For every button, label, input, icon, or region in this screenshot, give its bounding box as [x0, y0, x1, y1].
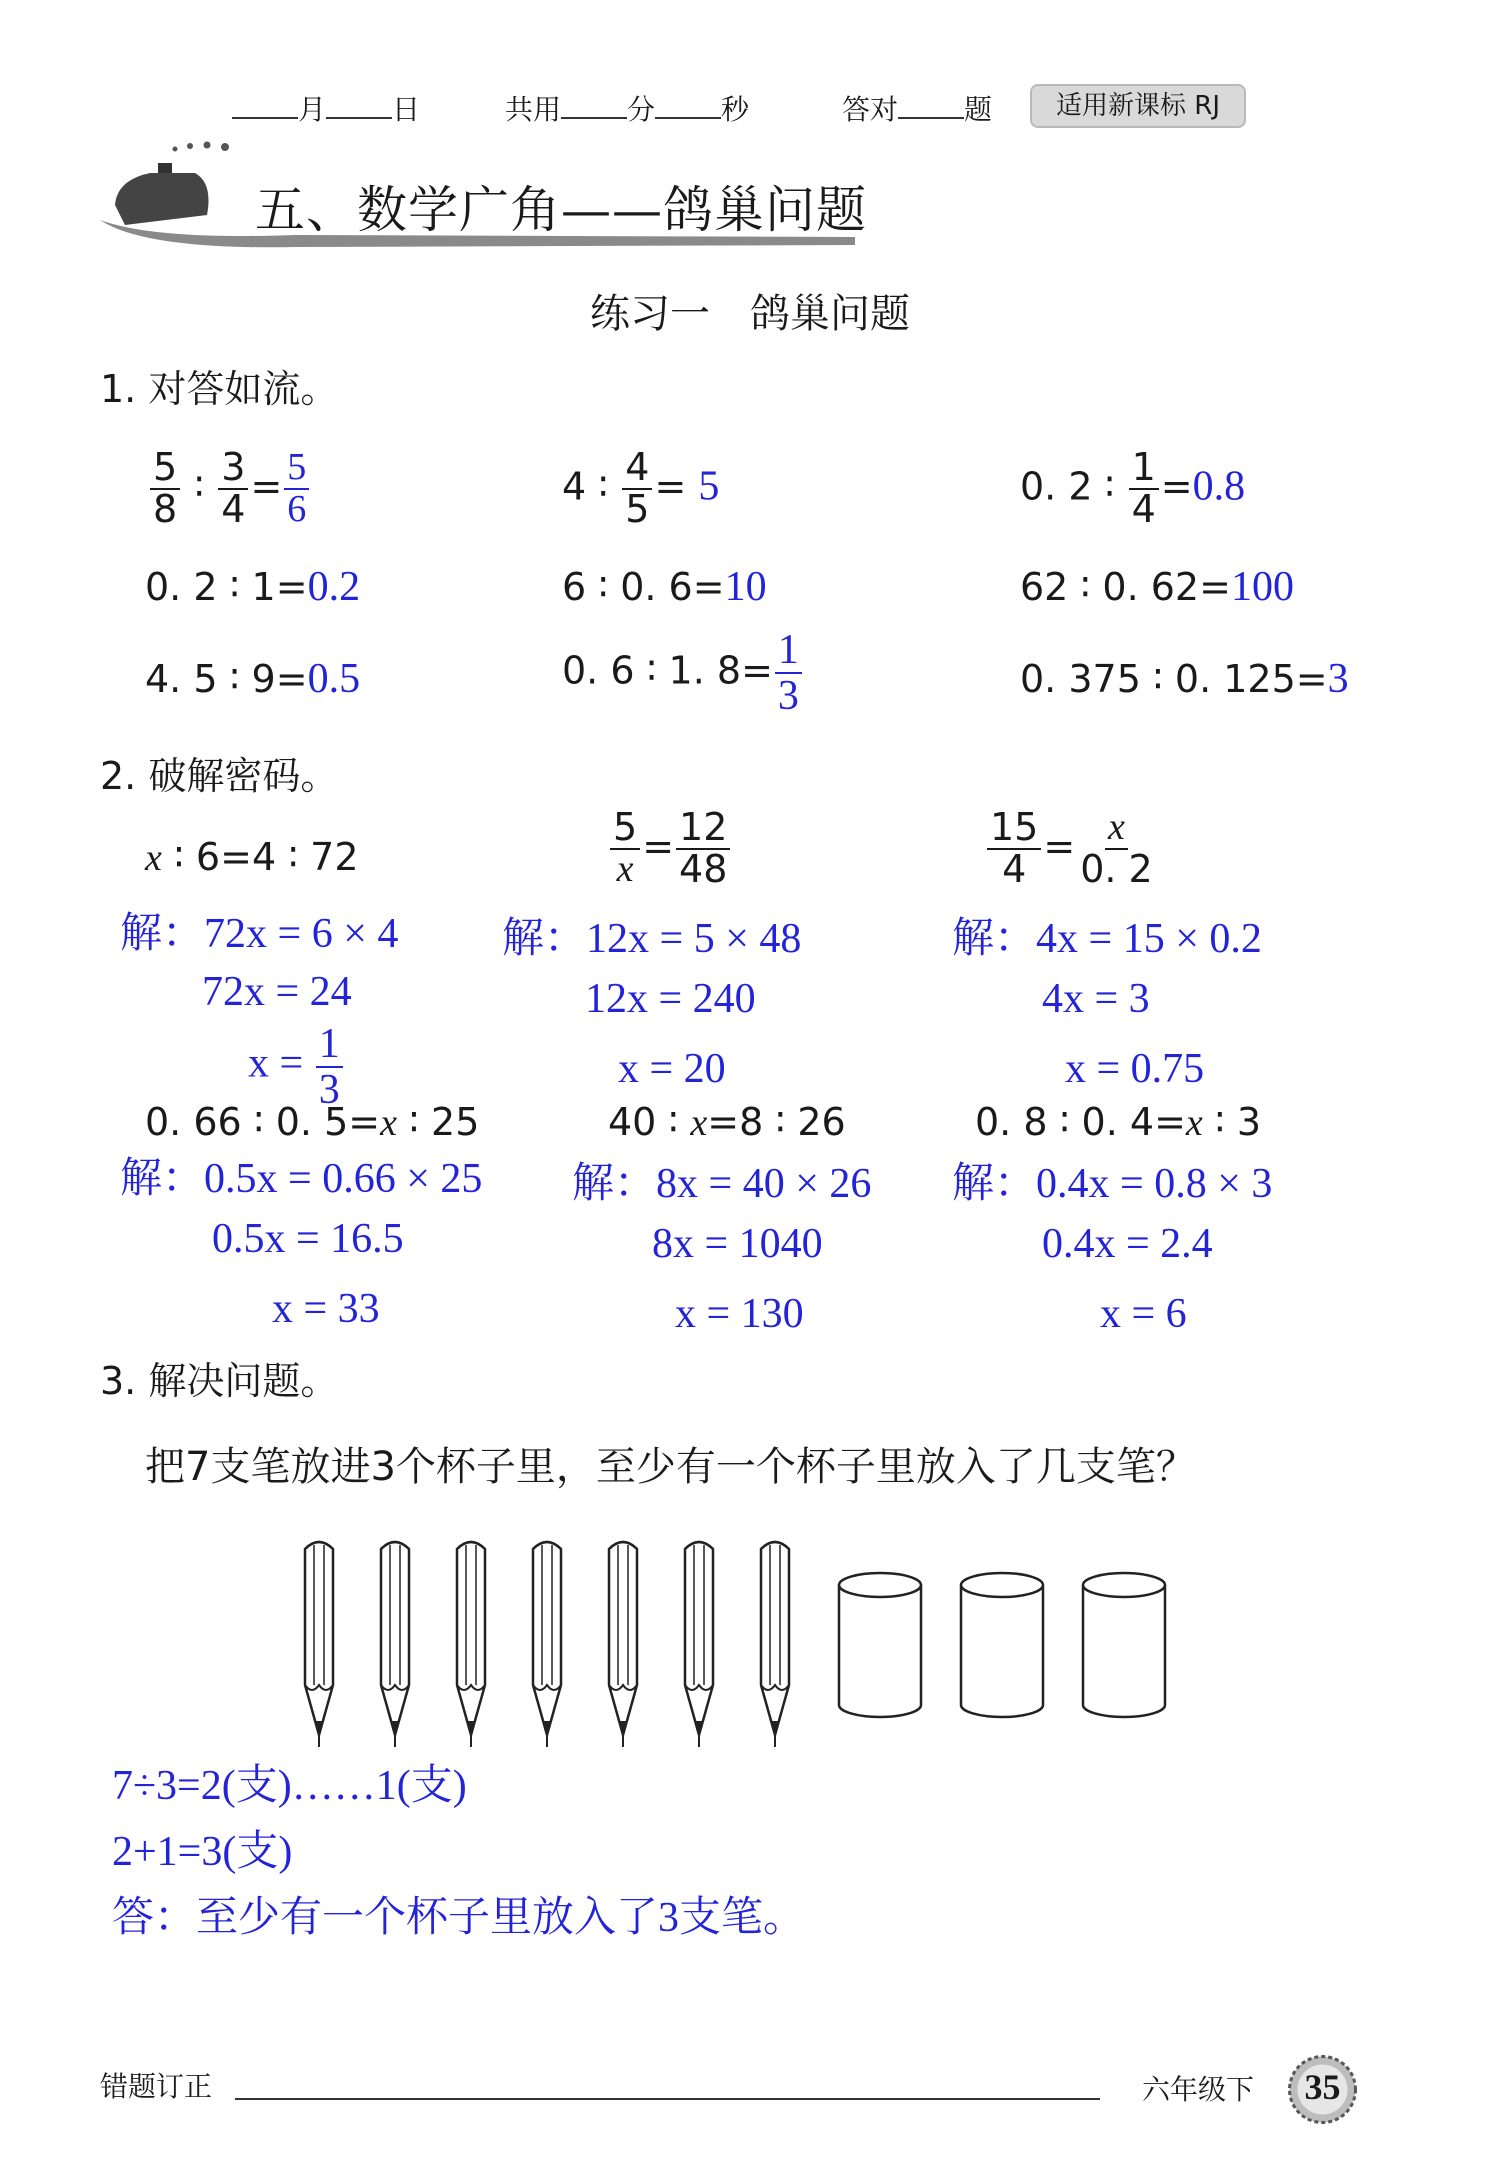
- solve-label: 解：: [572, 1161, 657, 1207]
- q2-p4-step3: x = 33: [272, 1286, 380, 1332]
- q2-problem-2: [608, 805, 732, 891]
- q2-p6-step1: [952, 1150, 1272, 1210]
- grade-label: 六年级下: [1142, 2073, 1255, 2106]
- answer-fraction: $\frac{1}{3}$: [775, 628, 802, 718]
- q2-p6-step2: 0.4x = 2.4: [1042, 1221, 1213, 1267]
- q2-p5-step3: x = 130: [675, 1291, 804, 1337]
- expression-right: ∶ 25: [396, 1100, 480, 1144]
- q1-item-5: [562, 563, 767, 611]
- expression: 0. 375 ∶ 0. 125=: [1020, 657, 1328, 701]
- answer: 5: [698, 463, 720, 510]
- solve-label: 解：: [952, 916, 1037, 962]
- q3-answer: 答：至少有一个杯子里放入了3支笔。: [112, 1895, 806, 1941]
- answer: 3: [1327, 656, 1349, 702]
- expression: 0. 6 ∶ 1. 8=: [562, 648, 773, 693]
- expression-left: 4 ∶: [562, 464, 609, 509]
- seconds-label: 秒: [721, 93, 750, 126]
- equals-sign: =: [1160, 464, 1193, 509]
- correction-label: 错题订正: [100, 2070, 213, 2103]
- answer-fraction: $\frac{5}{6}$: [284, 448, 309, 530]
- q2-p4-step1: [120, 1145, 482, 1205]
- solve-label: 解：: [952, 1161, 1037, 1207]
- pencil-icon: [685, 1542, 713, 1747]
- cup-icon: [839, 1573, 921, 1717]
- q2-p1-step3: [248, 1022, 345, 1112]
- section-title: 练习一 鸽巢问题: [590, 291, 910, 337]
- q2-p3-step1: [952, 905, 1262, 965]
- answer: 0.2: [307, 564, 361, 610]
- answer: 100: [1230, 564, 1294, 610]
- equation: 0.4x = 0.8 × 3: [1036, 1161, 1273, 1207]
- q2-problem-3: [985, 805, 1158, 891]
- pencil-icon: [381, 1542, 409, 1747]
- solve-label: 解：: [120, 1156, 205, 1202]
- score-line: [842, 88, 992, 128]
- pencils-and-cups: [290, 1535, 1190, 1755]
- fraction: $\frac{5}{x}$: [610, 808, 640, 890]
- pencil-icon: [761, 1542, 789, 1747]
- solve-label: 解：: [502, 916, 587, 962]
- illustration-svg: [290, 1535, 1190, 1755]
- q2-p2-step2: 12x = 240: [585, 976, 756, 1022]
- correction-line[interactable]: [235, 2098, 1100, 2100]
- expression-left: 0. 8 ∶ 0. 4=: [975, 1100, 1186, 1144]
- q1-item-1: [148, 445, 311, 531]
- variable: x: [380, 1102, 397, 1144]
- q2-problem-5: [608, 1100, 846, 1145]
- cup-icon: [961, 1573, 1043, 1717]
- fraction: $\frac{4}{5}$: [622, 448, 652, 530]
- expression-left: 40 ∶: [608, 1100, 691, 1144]
- expression-left: 0. 2 ∶: [1020, 464, 1115, 509]
- expression: 62 ∶ 0. 62=: [1020, 565, 1231, 609]
- pencil-icon: [457, 1542, 485, 1747]
- answer: 0.8: [1192, 463, 1246, 510]
- pencil-icon: [533, 1542, 561, 1747]
- q2-p3-step2: 4x = 3: [1042, 976, 1150, 1022]
- equation: 8x = 40 × 26: [656, 1161, 872, 1207]
- q2-heading: 2. 破解密码。: [100, 754, 339, 798]
- q1-item-4: [145, 563, 360, 611]
- q1-item-2: [562, 445, 720, 531]
- equals-sign: =: [642, 824, 675, 869]
- q2-p1-step2: 72x = 24: [202, 969, 352, 1015]
- expression: 6 ∶ 0. 6=: [562, 565, 725, 609]
- pencil-icon: [609, 1542, 637, 1747]
- q2-problem-1: [145, 835, 359, 880]
- q2-p6-step3: x = 6: [1100, 1291, 1187, 1337]
- expression-right: ∶ 3: [1202, 1100, 1262, 1144]
- q2-p1-step1: [120, 900, 398, 960]
- q3-line1: 7÷3=2(支)……1(支): [112, 1763, 467, 1809]
- q1-item-6: [1020, 563, 1294, 611]
- expression-right: =8 ∶ 26: [707, 1100, 846, 1144]
- seconds-blank[interactable]: [655, 91, 721, 119]
- day-blank[interactable]: [326, 91, 392, 119]
- equation: 4x = 15 × 0.2: [1036, 916, 1262, 962]
- q2-p5-step2: 8x = 1040: [652, 1221, 823, 1267]
- fraction: $\frac{3}{4}$: [218, 448, 248, 530]
- fraction: $\frac{15}{4}$: [987, 808, 1041, 890]
- q1-item-9: [1020, 655, 1349, 703]
- fraction: $\frac{5}{8}$: [150, 448, 180, 530]
- curriculum-badge: 适用新课标 RJ: [1030, 84, 1246, 128]
- correct-label: 答对: [842, 93, 899, 126]
- q1-heading: 1. 对答如流。: [100, 367, 339, 411]
- q1-item-3: [1020, 445, 1246, 531]
- q1-item-7: [145, 655, 360, 703]
- equation: 0.5x = 0.66 × 25: [204, 1156, 483, 1202]
- q2-problem-6: [975, 1100, 1261, 1145]
- correct-blank[interactable]: [898, 91, 964, 119]
- variable: x: [145, 837, 162, 879]
- expression: 0. 2 ∶ 1=: [145, 565, 308, 609]
- equation: 12x = 5 × 48: [586, 916, 802, 962]
- q2-problem-4: [145, 1100, 479, 1145]
- q3-line2: 2+1=3(支): [112, 1829, 293, 1875]
- fraction: $\frac{12}{48}$: [676, 808, 730, 890]
- minutes-blank[interactable]: [561, 91, 627, 119]
- solve-label: 解：: [120, 911, 205, 957]
- q2-p2-step3: x = 20: [618, 1046, 726, 1092]
- q3-heading: 3. 解决问题。: [100, 1359, 339, 1403]
- month-blank[interactable]: [232, 91, 298, 119]
- day-label: 日: [392, 93, 421, 126]
- total-used-label: 共用: [505, 93, 562, 126]
- equation: x =: [248, 1040, 314, 1087]
- time-line: [505, 88, 749, 128]
- questions-label: 题: [964, 93, 993, 126]
- q2-p4-step2: 0.5x = 16.5: [212, 1216, 404, 1262]
- expression: 4. 5 ∶ 9=: [145, 657, 308, 701]
- cup-icon: [1083, 1573, 1165, 1717]
- q2-p3-step3: x = 0.75: [1065, 1046, 1205, 1092]
- date-line: [232, 88, 420, 128]
- variable: x: [1185, 1102, 1203, 1144]
- equals-sign: =: [1043, 824, 1076, 869]
- page-number: 35: [1304, 2067, 1341, 2107]
- variable: x: [690, 1102, 708, 1144]
- ratio-sign: ∶: [194, 464, 205, 509]
- expression-left: 0. 66 ∶ 0. 5=: [145, 1100, 381, 1144]
- fraction: $\frac{1}{4}$: [1129, 448, 1159, 530]
- answer: 0.5: [307, 656, 361, 702]
- page-number-badge: [1285, 2052, 1360, 2127]
- chapter-title: 五、数学广角——鸽巢问题: [255, 181, 867, 239]
- q2-p5-step1: [572, 1150, 871, 1210]
- equation: 72x = 6 × 4: [204, 911, 399, 957]
- equals-sign: =: [250, 464, 283, 509]
- answer-fraction: $\frac{1}{3}$: [316, 1022, 343, 1112]
- equals-sign: =: [654, 464, 687, 509]
- q2-p2-step1: [502, 905, 801, 965]
- pencil-icon: [305, 1542, 333, 1747]
- q1-item-8: [562, 628, 804, 718]
- answer: 10: [724, 564, 767, 610]
- expression: ∶ 6=4 ∶ 72: [161, 835, 359, 879]
- month-label: 月: [298, 93, 327, 126]
- minutes-label: 分: [627, 93, 656, 126]
- q3-problem-text: 把7支笔放进3个杯子里，至少有一个杯子里放入了几支笔？: [145, 1444, 1196, 1490]
- fraction: $\frac{x}{0. 2}$: [1080, 806, 1153, 891]
